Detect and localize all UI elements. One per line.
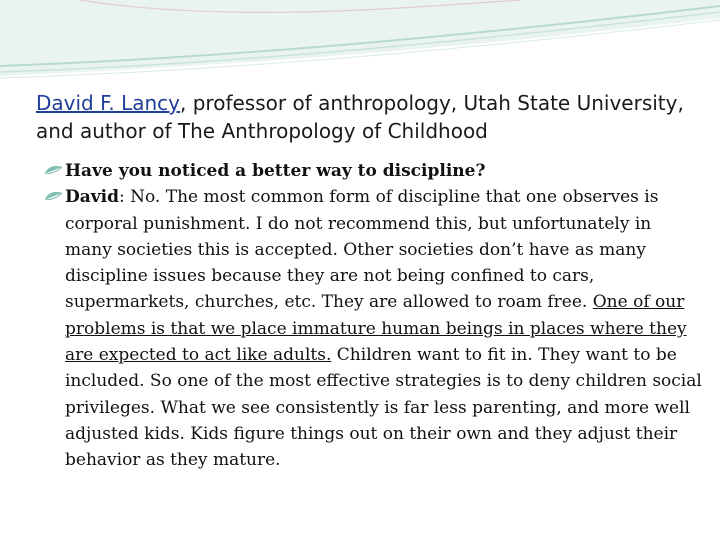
speaker-name-link[interactable]: David F. Lancy — [36, 91, 181, 115]
answer-item — [42, 184, 702, 473]
leaf-bullet-icon — [42, 184, 64, 210]
answer-text-after: Children want to fit in. They want to be included. So one of the most effective strategies is to deny children social privileges. What we see consistently is far less parenting, and more well adjusted kids. Kids figure things out on their own and they adjust their behavior as they mature. — [65, 345, 702, 471]
answer-colon: : — [118, 187, 125, 208]
header-decoration — [0, 0, 720, 90]
question-text: Have you noticed a better way to discipline? — [65, 161, 486, 181]
answer-text-before: No. The most common form of discipline that one observes is corporal punishment. I do not recommend this, but unfortunately in many societies this is accepted. Other societies don’t have as many discipline issues because they are not being confined to cars, supermarkets, churches, etc. They are allowed to roam free. — [65, 187, 659, 313]
speaker-heading — [36, 89, 696, 145]
answer-speaker: David — [65, 187, 119, 208]
leaf-bullet-icon — [42, 158, 64, 184]
bullet-list — [42, 158, 702, 474]
question-item — [42, 158, 702, 184]
speaker-affiliation: , professor of anthropology, Utah State University, and author of The Anthropology of Childhood — [36, 91, 684, 143]
answer-emphasis: One of our problems is that we place immature human beings in places where they are expected to act like adults. — [65, 292, 687, 366]
